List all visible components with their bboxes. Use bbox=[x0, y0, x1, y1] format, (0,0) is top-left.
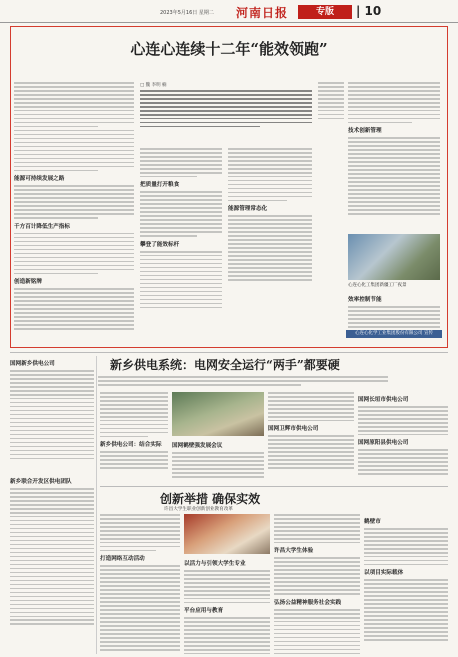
feature-subhead: 技术创新管理 bbox=[348, 128, 382, 135]
story3-item: 以活力与引领大学生专业 bbox=[184, 561, 246, 567]
photo-caption: 心连心化工集团新疆工厂夜景 bbox=[348, 283, 407, 288]
story2-subhead: 新乡供电公司：结合实际 bbox=[100, 442, 162, 449]
feature-col-5b bbox=[348, 292, 440, 328]
story2-col-left2 bbox=[10, 474, 94, 654]
story3-item: 平台应用与教育 bbox=[184, 608, 224, 615]
newspaper-logo: 河南日报 bbox=[236, 6, 289, 20]
column-divider bbox=[96, 356, 97, 654]
story3-subhead: 许昌大学生职业创新创业教育改革 bbox=[164, 507, 233, 512]
feature-subhead: 攀登了能效标杆 bbox=[140, 241, 180, 248]
story2-col-a bbox=[100, 392, 168, 482]
story3-item: 许昌大学生体验 bbox=[274, 548, 314, 555]
story3-col-a bbox=[100, 514, 180, 654]
section-divider bbox=[100, 486, 448, 487]
story3-item: 打造网络互动活动 bbox=[100, 556, 145, 563]
feature-col-4 bbox=[318, 82, 344, 344]
issue-date: 2023年5月16日 星期二 bbox=[160, 10, 214, 16]
section-badge: 专版 bbox=[298, 5, 352, 19]
story2-left-subhead: 国网新乡供电公司 bbox=[10, 361, 55, 367]
story3-col-c bbox=[274, 514, 360, 654]
story2-col-left bbox=[10, 356, 94, 472]
story2-subhead: 国网鹤壁强发展会议 bbox=[172, 443, 223, 449]
story3-item: 以项目实际载体 bbox=[364, 570, 404, 577]
story2-col-b bbox=[172, 438, 264, 482]
story3-headline: 创新举措 确保实效 bbox=[160, 492, 261, 506]
feature-subhead: 能源可持续发展之路 bbox=[14, 176, 65, 183]
power-workers-photo bbox=[172, 392, 264, 436]
feature-subhead: 把质量打开粮食 bbox=[140, 182, 180, 189]
story2-subhead: 国网长垣市供电公司 bbox=[358, 397, 409, 403]
feature-subhead: 效率控制节能 bbox=[348, 297, 382, 303]
section-divider bbox=[10, 352, 448, 353]
page-number: | 10 bbox=[356, 4, 382, 18]
story2-headline: 新乡供电系统：电网安全运行“两手”都要硬 bbox=[110, 358, 340, 372]
students-activity-photo bbox=[184, 514, 270, 554]
factory-night-photo bbox=[348, 234, 440, 280]
story3-box-label: 鹤壁市 bbox=[364, 519, 381, 525]
story3-col-b bbox=[184, 556, 270, 654]
story2-col-c bbox=[268, 392, 354, 482]
feature-subhead: 创造新铭牌 bbox=[14, 279, 42, 286]
story2-deck bbox=[98, 376, 388, 388]
feature-subhead: 千方百计降低生产指标 bbox=[14, 223, 70, 230]
feature-col-1 bbox=[14, 82, 134, 344]
story3-col-d bbox=[364, 514, 448, 654]
feature-subhead: 能源管理常态化 bbox=[228, 206, 268, 213]
story3-item: 弘扬公益精神服务社会实践 bbox=[274, 599, 342, 606]
feature-lead-paragraph bbox=[140, 90, 312, 140]
masthead-rule bbox=[0, 22, 458, 23]
story2-subhead: 国网原阳县供电公司 bbox=[358, 440, 409, 447]
feature-sponsor-bar: 心连心化学工业集团股份有限公司 宣传 bbox=[346, 330, 442, 338]
feature-byline: □ 魏 李明 楠 bbox=[140, 83, 167, 88]
feature-col-3 bbox=[228, 148, 312, 344]
story2-col-d bbox=[358, 392, 448, 482]
masthead bbox=[0, 0, 458, 24]
feature-headline: 心连心连续十二年“能效领跑” bbox=[130, 40, 328, 58]
feature-col-2 bbox=[140, 148, 222, 344]
story2-subhead: 国网卫辉市供电公司 bbox=[268, 426, 319, 433]
story2-left-subhead-2: 新乡联合开发区供电团队 bbox=[10, 479, 72, 485]
feature-col-5 bbox=[348, 82, 440, 232]
